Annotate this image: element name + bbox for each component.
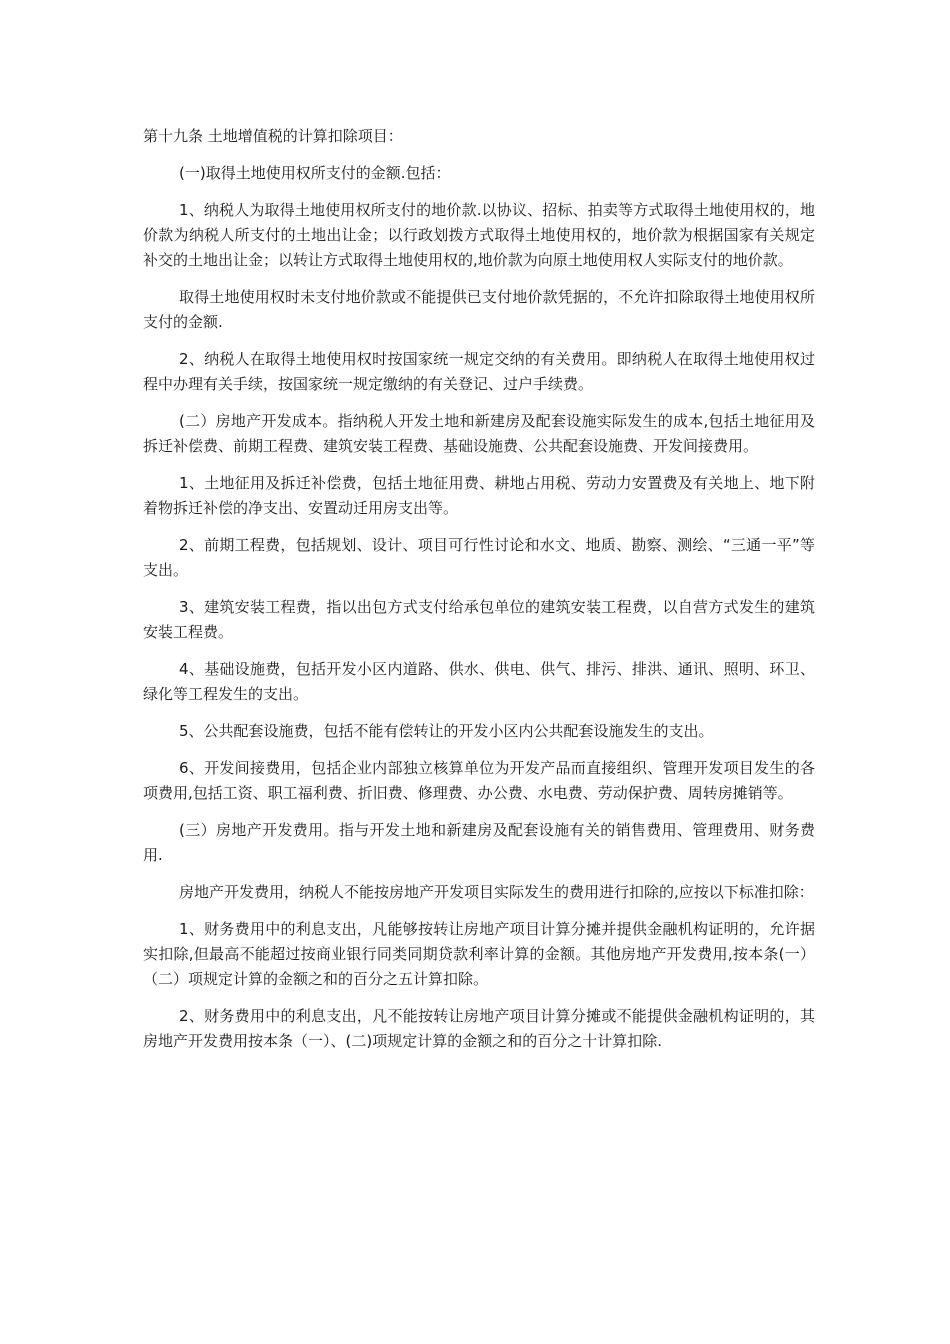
paragraph: 2、财务费用中的利息支出，凡不能按转让房地产项目计算分摊或不能提供金融机构证明的，其房地产开发费用按本条（一）、(二)项规定计算的金额之和的百分之十计算扣除. bbox=[143, 1007, 815, 1050]
paragraph: 6、开发间接费用，包括企业内部独立核算单位为开发产品而直接组织、管理开发项目发生的各项费用,包括工资、职工福利费、折旧费、修理费、办公费、水电费、劳动保护费、周转房摊销等。 bbox=[143, 759, 815, 802]
paragraph: (二）房地产开发成本。指纳税人开发土地和新建房及配套设施实际发生的成本,包括土地征用及拆迁补偿费、前期工程费、建筑安装工程费、基础设施费、公共配套设施费、开发间接费用。 bbox=[143, 412, 815, 455]
paragraph: 1、纳税人为取得土地使用权所支付的地价款.以协议、招标、拍卖等方式取得土地使用权的，地价款为纳税人所支付的土地出让金；以行政划拨方式取得土地使用权的，地价款为根据国家有关规定补交的土地出让金；以转让方式取得土地使用权的,地价款为向原土地使用权人实际支付的地价款。 bbox=[143, 201, 815, 269]
paragraph: 1、财务费用中的利息支出，凡能够按转让房地产项目计算分摊并提供金融机构证明的，允许据实扣除,但最高不能超过按商业银行同类同期贷款利率计算的金额。其他房地产开发费用,按本条(一）（二）项规定计算的金额之和的百分之五计算扣除。 bbox=[143, 920, 815, 988]
article-heading: 第十九条 土地增值税的计算扣除项目： bbox=[143, 127, 403, 145]
paragraph: 取得土地使用权时未支付地价款或不能提供已支付地价款凭据的，不允许扣除取得土地使用权所支付的金额. bbox=[143, 288, 815, 331]
paragraph: 2、纳税人在取得土地使用权时按国家统一规定交纳的有关费用。即纳税人在取得土地使用权过程中办理有关手续，按国家统一规定缴纳的有关登记、过户手续费。 bbox=[143, 350, 815, 393]
paragraph: (一)取得土地使用权所支付的金额.包括： bbox=[179, 164, 451, 182]
paragraph: 3、建筑安装工程费，指以出包方式支付给承包单位的建筑安装工程费，以自营方式发生的建筑安装工程费。 bbox=[143, 598, 815, 641]
paragraph: 房地产开发费用，纳税人不能按房地产开发项目实际发生的费用进行扣除的,应按以下标准扣除： bbox=[179, 883, 814, 901]
paragraph: 1、土地征用及拆迁补偿费，包括土地征用费、耕地占用税、劳动力安置费及有关地上、地下附着物拆迁补偿的净支出、安置动迁用房支出等。 bbox=[143, 474, 815, 517]
paragraph: 4、基础设施费，包括开发小区内道路、供水、供电、供气、排污、排洪、通讯、照明、环卫、绿化等工程发生的支出。 bbox=[143, 660, 815, 703]
paragraph: 5、公共配套设施费，包括不能有偿转让的开发小区内公共配套设施发生的支出。 bbox=[179, 722, 714, 740]
paragraph: (三）房地产开发费用。指与开发土地和新建房及配套设施有关的销售费用、管理费用、财务费用. bbox=[143, 821, 815, 864]
paragraph: 2、前期工程费，包括规划、设计、项目可行性讨论和水文、地质、勘察、测绘、“三通一平”等支出。 bbox=[143, 536, 815, 579]
document-body bbox=[143, 124, 815, 1066]
